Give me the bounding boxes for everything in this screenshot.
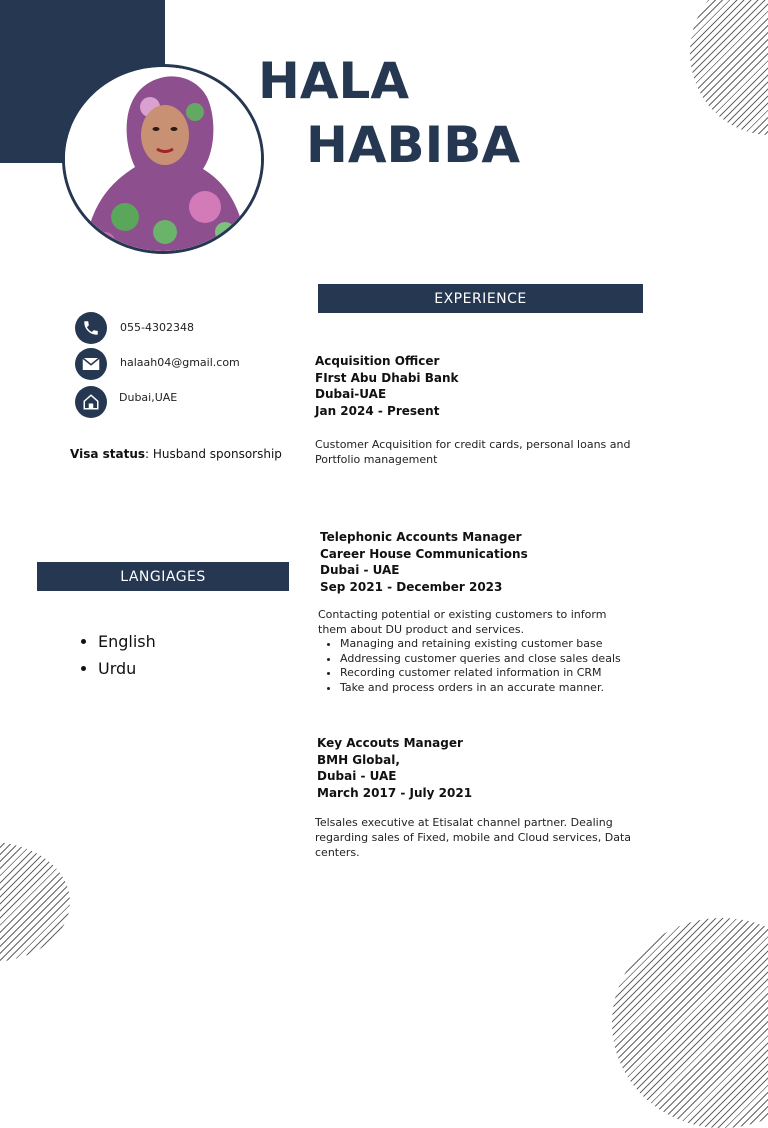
languages-list [78, 632, 156, 686]
job-bullet: • Recording customer related information in CRM [340, 666, 650, 681]
portrait-photo [65, 67, 261, 251]
language-item: • English [98, 632, 156, 651]
job-location: Dubai-UAE [315, 387, 387, 401]
experience-heading: EXPERIENCE [318, 284, 643, 313]
hatched-circle-bottom-right [612, 918, 768, 1128]
job-location: Dubai - UAE [320, 563, 400, 577]
last-name: HABIBA [306, 116, 521, 174]
job-dates: Sep 2021 - December 2023 [320, 579, 503, 594]
languages-heading: LANGIAGES [37, 562, 289, 591]
job-company: Career House Communications [320, 546, 528, 561]
visa-value: : Husband sponsorship [145, 447, 282, 461]
job-company: BMH Global, [317, 752, 400, 767]
hatched-circle-top-right [690, 0, 768, 135]
location-text: Dubai,UAE [119, 391, 178, 404]
job-description: Customer Acquisition for credit cards, personal loans and Portfolio management [315, 438, 631, 466]
job-role: Telephonic Accounts Manager [320, 530, 522, 544]
first-name: HALA [258, 52, 410, 110]
job-role: Acquisition Officer [315, 354, 440, 368]
phone-number: 055-4302348 [120, 321, 194, 334]
job-dates: March 2017 - July 2021 [317, 785, 473, 800]
visa-status [70, 447, 282, 461]
job-bullets [320, 637, 650, 695]
email-icon [75, 348, 107, 380]
job-dates: Jan 2024 - Present [315, 403, 440, 418]
home-icon [75, 386, 107, 418]
job-entry [315, 353, 655, 467]
language-item: • Urdu [98, 659, 156, 678]
phone-icon [75, 312, 107, 344]
job-company: FIrst Abu Dhabi Bank [315, 370, 459, 385]
job-role: Key Accouts Manager [317, 736, 463, 750]
hatched-circle-bottom-left [0, 842, 70, 962]
profile-photo [62, 64, 264, 254]
visa-label: Visa status [70, 447, 146, 461]
job-description: Telsales executive at Etisalat channel partner. Dealing regarding sales of Fixed, mobile and Cloud services, Data centers. [315, 816, 632, 859]
job-bullet: • Addressing customer queries and close sales deals [340, 652, 650, 667]
job-entry [320, 529, 650, 695]
job-bullet: • Managing and retaining existing customer base [340, 637, 650, 652]
job-location: Dubai - UAE [317, 769, 397, 783]
job-entry [317, 735, 647, 860]
job-bullet: • Take and process orders in an accurate manner. [340, 681, 650, 696]
email-address: halaah04@gmail.com [120, 356, 240, 369]
job-description: Contacting potential or existing customers to inform them about DU product and services. [318, 608, 607, 636]
